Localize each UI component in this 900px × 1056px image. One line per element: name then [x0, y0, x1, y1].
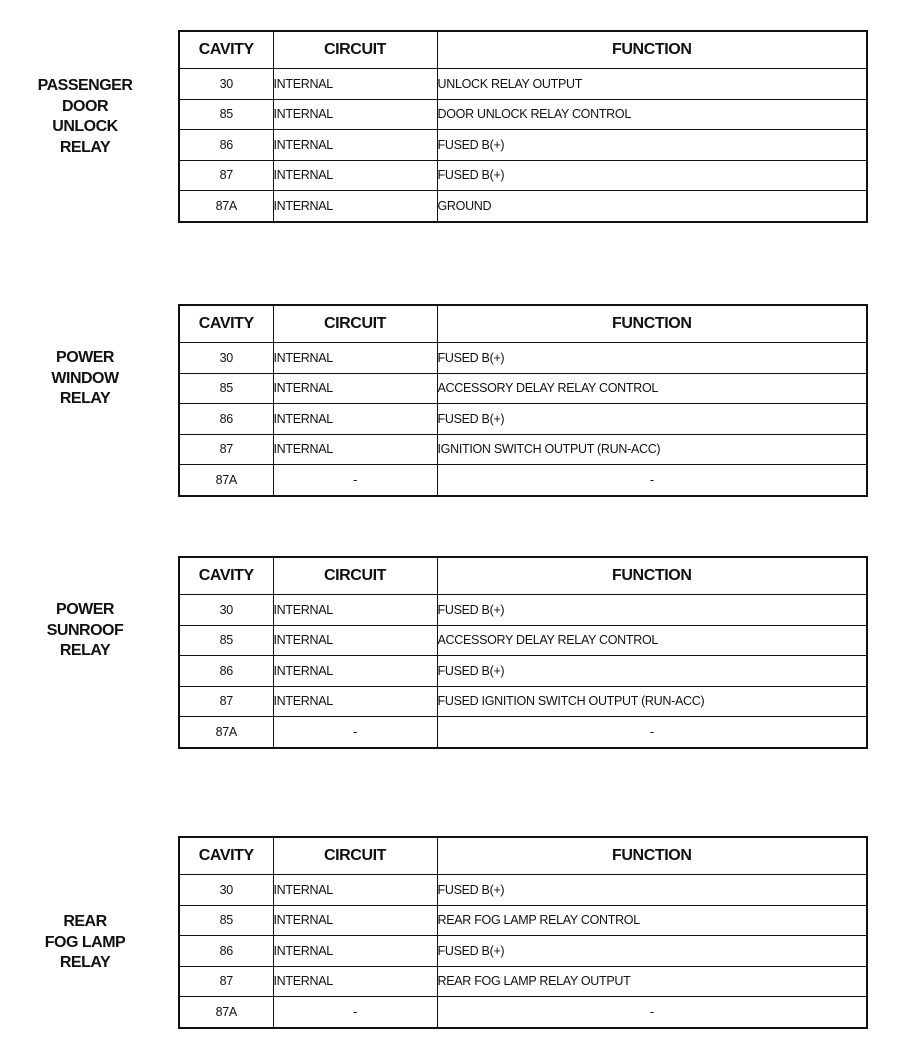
header-row [179, 837, 867, 875]
table-row [179, 717, 867, 748]
function-cell: IGNITION SWITCH OUTPUT (RUN-ACC) [437, 434, 867, 465]
relay-label [20, 76, 150, 158]
function-cell: FUSED B(+) [437, 404, 867, 435]
cavity-cell: 87 [179, 686, 273, 717]
relay-label-line: RELAY [59, 138, 111, 156]
circuit-header: CIRCUIT [273, 557, 437, 595]
cavity-cell: 85 [179, 625, 273, 656]
pinout-table [178, 304, 868, 497]
pinout-table [178, 30, 868, 223]
cavity-cell: 87 [179, 966, 273, 997]
circuit-cell: INTERNAL [273, 595, 437, 626]
circuit-cell: - [273, 997, 437, 1028]
header-row [179, 305, 867, 343]
header-row [179, 557, 867, 595]
cavity-header: CAVITY [179, 837, 273, 875]
table-row [179, 656, 867, 687]
table-row [179, 69, 867, 100]
cavity-cell: 87A [179, 465, 273, 496]
function-header: FUNCTION [437, 557, 867, 595]
function-cell: FUSED B(+) [437, 130, 867, 161]
cavity-cell: 85 [179, 373, 273, 404]
cavity-cell: 30 [179, 875, 273, 906]
function-cell: FUSED B(+) [437, 595, 867, 626]
table-row [179, 595, 867, 626]
function-cell: FUSED B(+) [437, 875, 867, 906]
function-header: FUNCTION [437, 837, 867, 875]
table-row [179, 99, 867, 130]
circuit-cell: INTERNAL [273, 905, 437, 936]
function-cell: UNLOCK RELAY OUTPUT [437, 69, 867, 100]
relay-label-line: SUNROOF [46, 621, 124, 639]
function-cell: ACCESSORY DELAY RELAY CONTROL [437, 625, 867, 656]
cavity-cell: 87 [179, 160, 273, 191]
table-row [179, 130, 867, 161]
relay-label-line: RELAY [59, 954, 111, 971]
relay-label-line: UNLOCK [52, 118, 118, 135]
cavity-cell: 86 [179, 936, 273, 967]
function-cell: - [437, 997, 867, 1028]
relay-label-line: POWER [56, 601, 114, 618]
table-row [179, 625, 867, 656]
table-row [179, 905, 867, 936]
header-row [179, 31, 867, 69]
cavity-cell: 87 [179, 434, 273, 465]
circuit-cell: INTERNAL [273, 434, 437, 465]
cavity-cell: 87A [179, 717, 273, 748]
relay-label-line: DOOR [62, 97, 108, 115]
cavity-cell: 87A [179, 997, 273, 1028]
function-header: FUNCTION [437, 31, 867, 69]
table-row [179, 686, 867, 717]
circuit-header: CIRCUIT [273, 837, 437, 875]
cavity-header: CAVITY [179, 31, 273, 69]
circuit-cell: INTERNAL [273, 936, 437, 967]
function-cell: FUSED B(+) [437, 343, 867, 374]
circuit-cell: INTERNAL [273, 966, 437, 997]
cavity-cell: 30 [179, 343, 273, 374]
function-cell: - [437, 717, 867, 748]
circuit-cell: INTERNAL [273, 625, 437, 656]
relay-label-line: RELAY [59, 642, 111, 659]
pinout-table [178, 556, 868, 749]
function-cell: REAR FOG LAMP RELAY CONTROL [437, 905, 867, 936]
function-cell: GROUND [437, 191, 867, 222]
table-row [179, 997, 867, 1028]
function-cell: FUSED B(+) [437, 656, 867, 687]
table-row [179, 434, 867, 465]
function-header: FUNCTION [437, 305, 867, 343]
relay-label [20, 600, 150, 662]
function-cell: FUSED IGNITION SWITCH OUTPUT (RUN-ACC) [437, 686, 867, 717]
cavity-cell: 30 [179, 595, 273, 626]
circuit-cell: INTERNAL [273, 686, 437, 717]
relay-label-line: POWER [56, 349, 114, 366]
circuit-header: CIRCUIT [273, 31, 437, 69]
table-row [179, 404, 867, 435]
cavity-cell: 86 [179, 404, 273, 435]
function-cell: FUSED B(+) [437, 160, 867, 191]
circuit-header: CIRCUIT [273, 305, 437, 343]
table-row [179, 966, 867, 997]
function-cell: - [437, 465, 867, 496]
cavity-header: CAVITY [179, 557, 273, 595]
cavity-cell: 85 [179, 99, 273, 130]
relay-label [20, 348, 150, 410]
cavity-cell: 86 [179, 656, 273, 687]
circuit-cell: INTERNAL [273, 130, 437, 161]
circuit-cell: INTERNAL [273, 343, 437, 374]
circuit-cell: INTERNAL [273, 656, 437, 687]
function-cell: ACCESSORY DELAY RELAY CONTROL [437, 373, 867, 404]
relay-label-line: PASSENGER [37, 77, 133, 94]
function-cell: FUSED B(+) [437, 936, 867, 967]
circuit-cell: INTERNAL [273, 160, 437, 191]
relay-label-line: RELAY [59, 390, 111, 407]
circuit-cell: INTERNAL [273, 69, 437, 100]
table-row [179, 373, 867, 404]
relay-label-line: FOG LAMP [44, 933, 126, 951]
function-cell: DOOR UNLOCK RELAY CONTROL [437, 99, 867, 130]
relay-label-line: WINDOW [51, 369, 119, 387]
circuit-cell: INTERNAL [273, 373, 437, 404]
function-cell: REAR FOG LAMP RELAY OUTPUT [437, 966, 867, 997]
circuit-cell: - [273, 717, 437, 748]
table-row [179, 191, 867, 222]
circuit-cell: INTERNAL [273, 875, 437, 906]
circuit-cell: INTERNAL [273, 99, 437, 130]
cavity-header: CAVITY [179, 305, 273, 343]
cavity-cell: 87A [179, 191, 273, 222]
circuit-cell: INTERNAL [273, 191, 437, 222]
cavity-cell: 86 [179, 130, 273, 161]
cavity-cell: 85 [179, 905, 273, 936]
relay-label-line: REAR [63, 913, 107, 930]
table-row [179, 465, 867, 496]
table-row [179, 875, 867, 906]
cavity-cell: 30 [179, 69, 273, 100]
table-row [179, 343, 867, 374]
relay-label [20, 912, 150, 974]
table-row [179, 936, 867, 967]
pinout-table [178, 836, 868, 1029]
circuit-cell: - [273, 465, 437, 496]
table-row [179, 160, 867, 191]
circuit-cell: INTERNAL [273, 404, 437, 435]
